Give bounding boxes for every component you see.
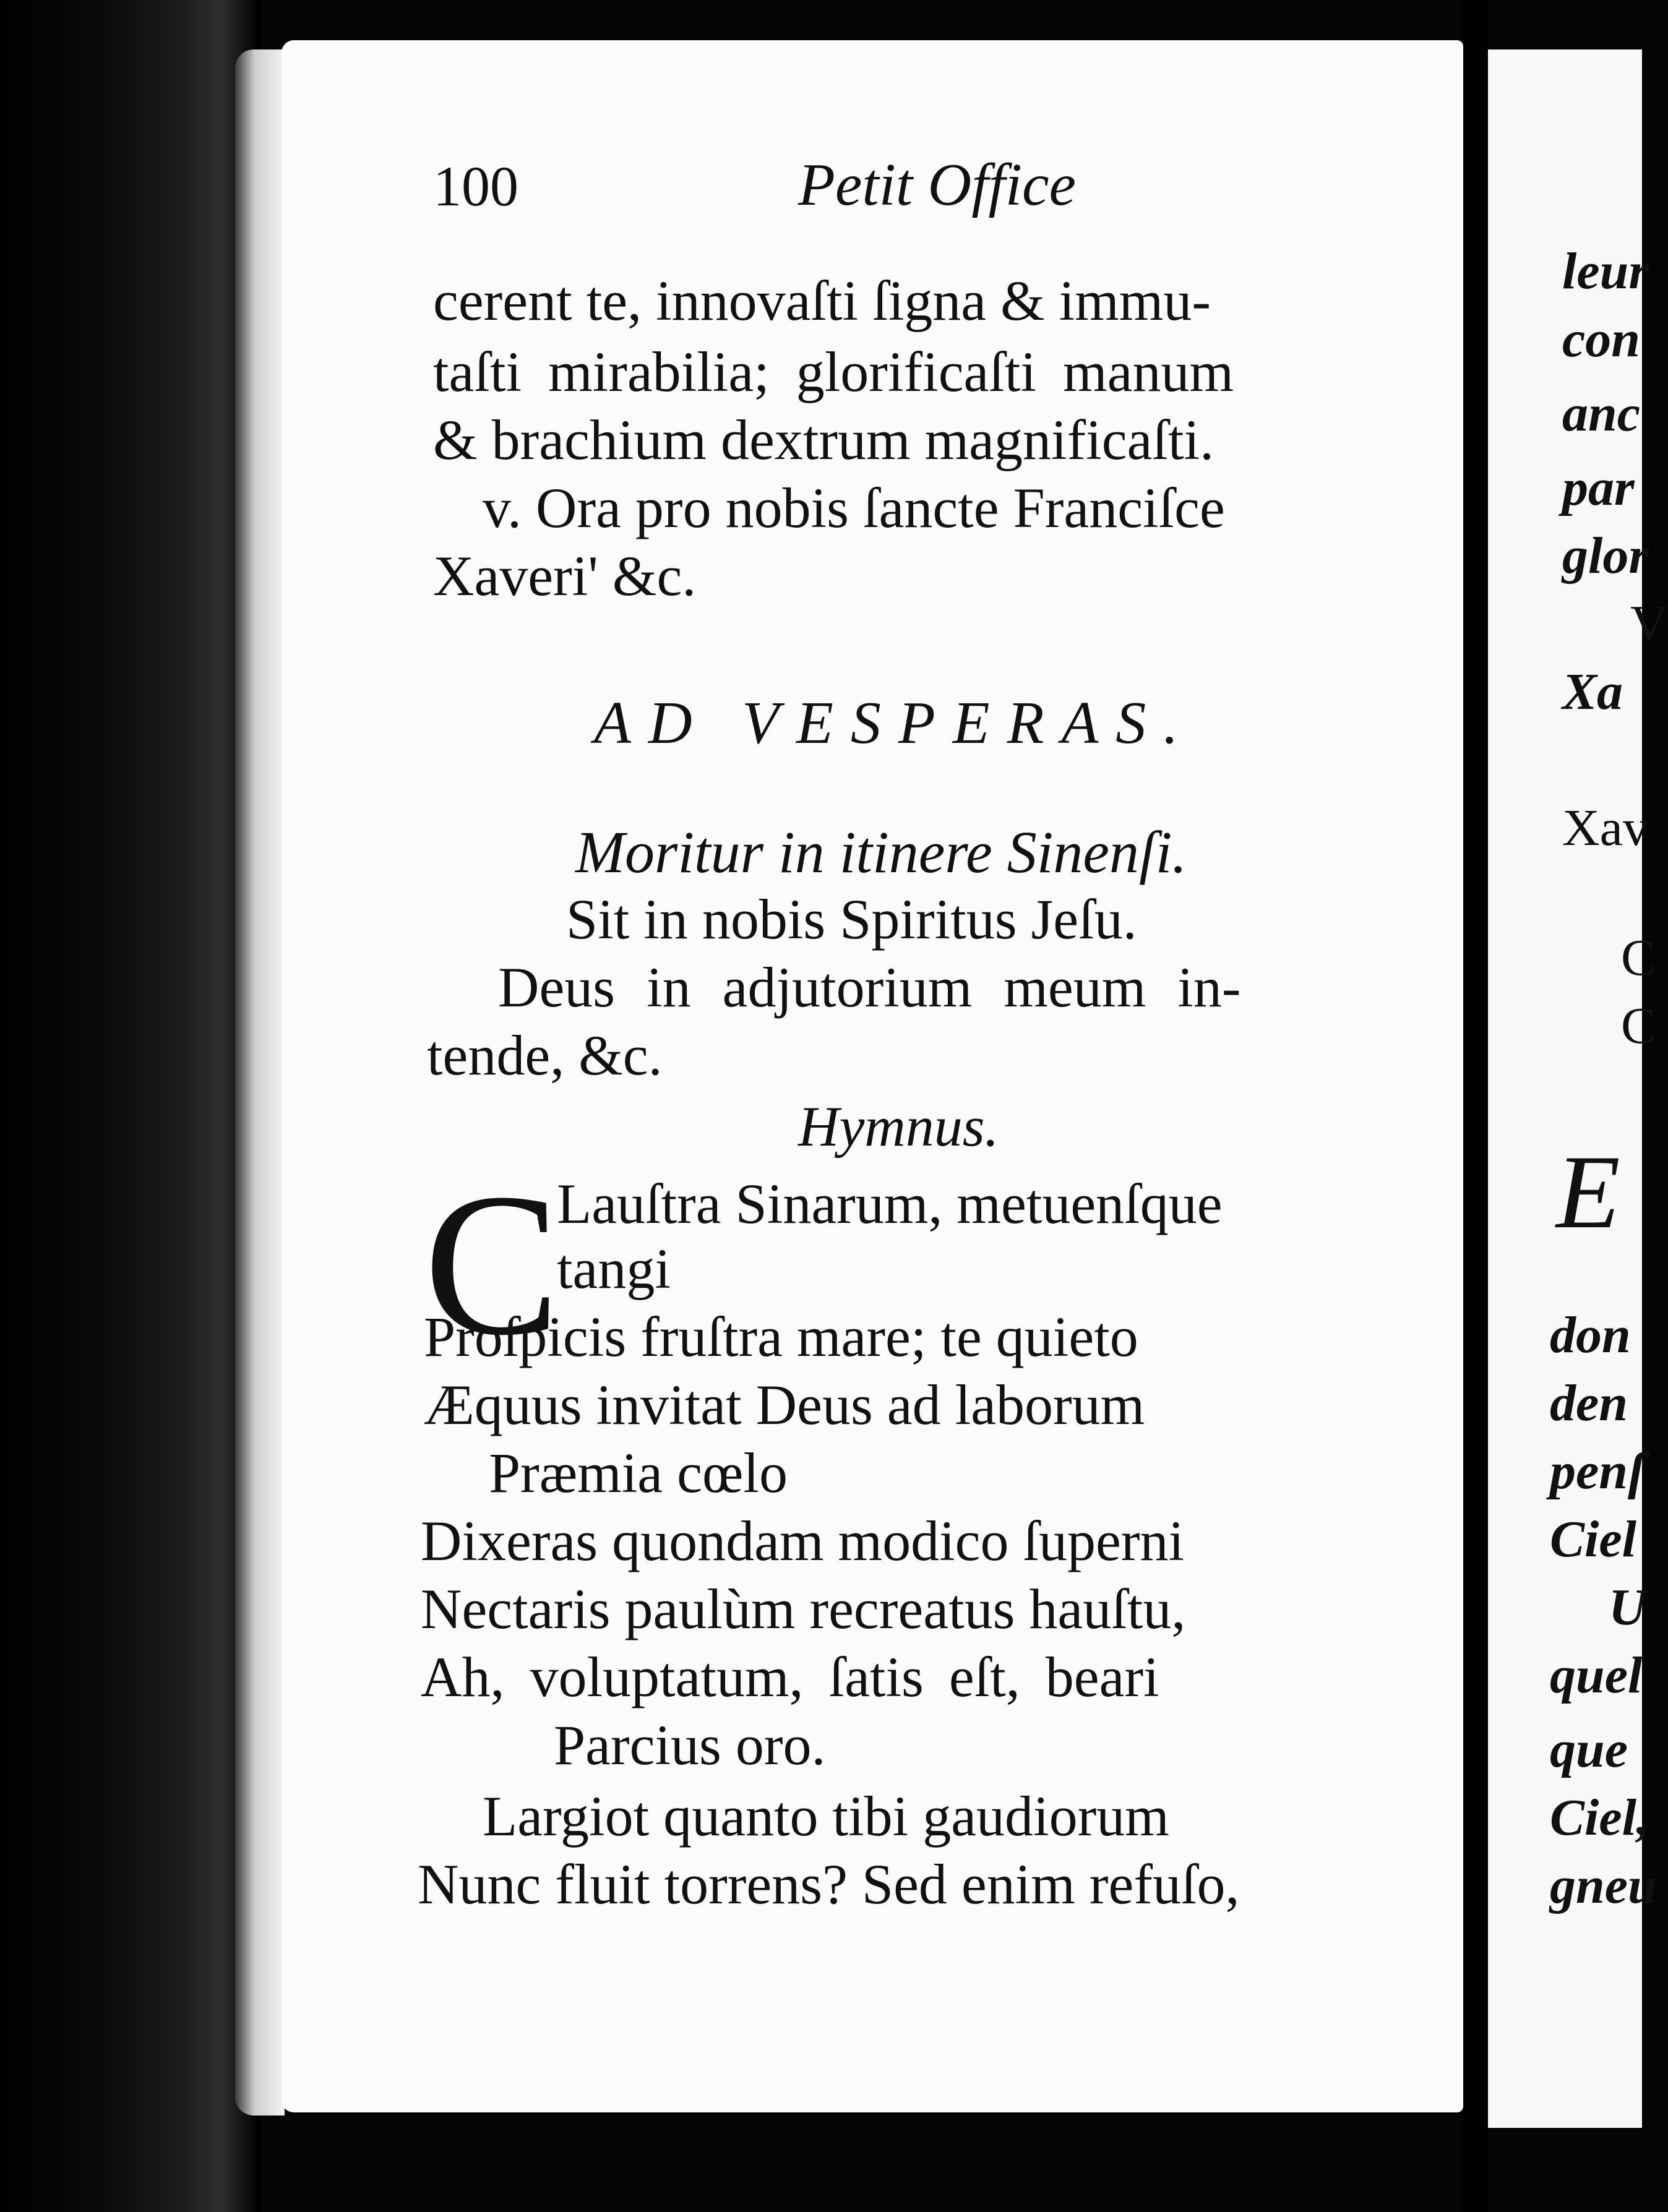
- facing-fragment: E: [1556, 1134, 1620, 1250]
- subtitle: Moritur in itinere Sinenſi.: [575, 819, 1187, 885]
- hymn-line-11: Nunc fluit torrens? Sed enim refuſo,: [418, 1853, 1240, 1916]
- facing-fragment: que: [1550, 1721, 1628, 1778]
- motto: Sit in nobis Spiritus Jeſu.: [566, 888, 1137, 951]
- hymn-line-7: Nectaris paulùm recreatus hauſtu,: [421, 1577, 1186, 1640]
- text-line-4: v. Ora pro nobis ſancte Franciſce: [483, 476, 1225, 539]
- text-line-1: cerent te, innovaſti ſigna & immu-: [433, 269, 1211, 332]
- hymn-label: Hymnus.: [798, 1095, 999, 1158]
- facing-fragment: C: [1621, 929, 1656, 987]
- book-gutter: [1463, 0, 1488, 2212]
- hymn-line-8: Ah, voluptatum, ſatis eſt, beari: [421, 1645, 1159, 1708]
- facing-fragment: Ciel,: [1550, 1789, 1649, 1846]
- facing-fragment: Xav: [1562, 799, 1649, 857]
- facing-page: [1488, 49, 1668, 2128]
- page-number: 100: [433, 155, 518, 218]
- hymn-line-5: Præmia cœlo: [489, 1441, 788, 1504]
- running-head: Petit Office: [798, 152, 1076, 218]
- hymn-line-6: Dixeras quondam modico ſuperni: [421, 1509, 1185, 1572]
- hymn-line-4: Æquus invitat Deus ad laborum: [424, 1373, 1145, 1436]
- hymn-line-10: Largiot quanto tibi gaudiorum: [483, 1785, 1169, 1848]
- facing-fragment: glor: [1562, 527, 1649, 585]
- text-line-2: taſti mirabilia; glorificaſti manum: [433, 340, 1234, 403]
- text-line-5: Xaveri' &c.: [433, 544, 697, 607]
- text-line-3: & brachium dextrum magnificaſti.: [433, 408, 1214, 471]
- facing-fragment: Ciel: [1550, 1511, 1636, 1568]
- hymn-line-3: Proſpicis fruſtra mare; te quieto: [424, 1305, 1138, 1368]
- facing-fragment: leur: [1562, 242, 1649, 300]
- page-edge: [235, 49, 285, 2116]
- facing-fragment: gneu: [1550, 1857, 1657, 1914]
- hymn-line-2: tangi: [557, 1237, 671, 1300]
- invocation-line-2: tende, &c.: [427, 1024, 663, 1087]
- hymn-line-9: Parcius oro.: [554, 1713, 826, 1777]
- invocation-line-1: Deus in adjutorium meum in-: [498, 956, 1241, 1019]
- facing-fragment: Xa: [1562, 663, 1623, 721]
- facing-fragment: anc: [1562, 385, 1640, 442]
- drop-cap: C: [424, 1152, 561, 1378]
- facing-fragment: U: [1609, 1579, 1646, 1636]
- book-spine: [0, 0, 260, 2212]
- facing-fragment: con: [1562, 311, 1640, 368]
- hymn-line-1: Lauſtra Sinarum, metuenſque: [557, 1172, 1223, 1235]
- section-heading: AD VESPERAS.: [594, 690, 1196, 757]
- facing-fragment: V: [1630, 595, 1668, 653]
- facing-fragment: par: [1562, 459, 1635, 517]
- facing-fragment: don: [1550, 1306, 1631, 1364]
- facing-fragment: C: [1621, 997, 1656, 1055]
- facing-fragment: quel: [1550, 1647, 1643, 1704]
- facing-fragment: penſ: [1550, 1443, 1645, 1500]
- facing-fragment: den: [1550, 1374, 1628, 1432]
